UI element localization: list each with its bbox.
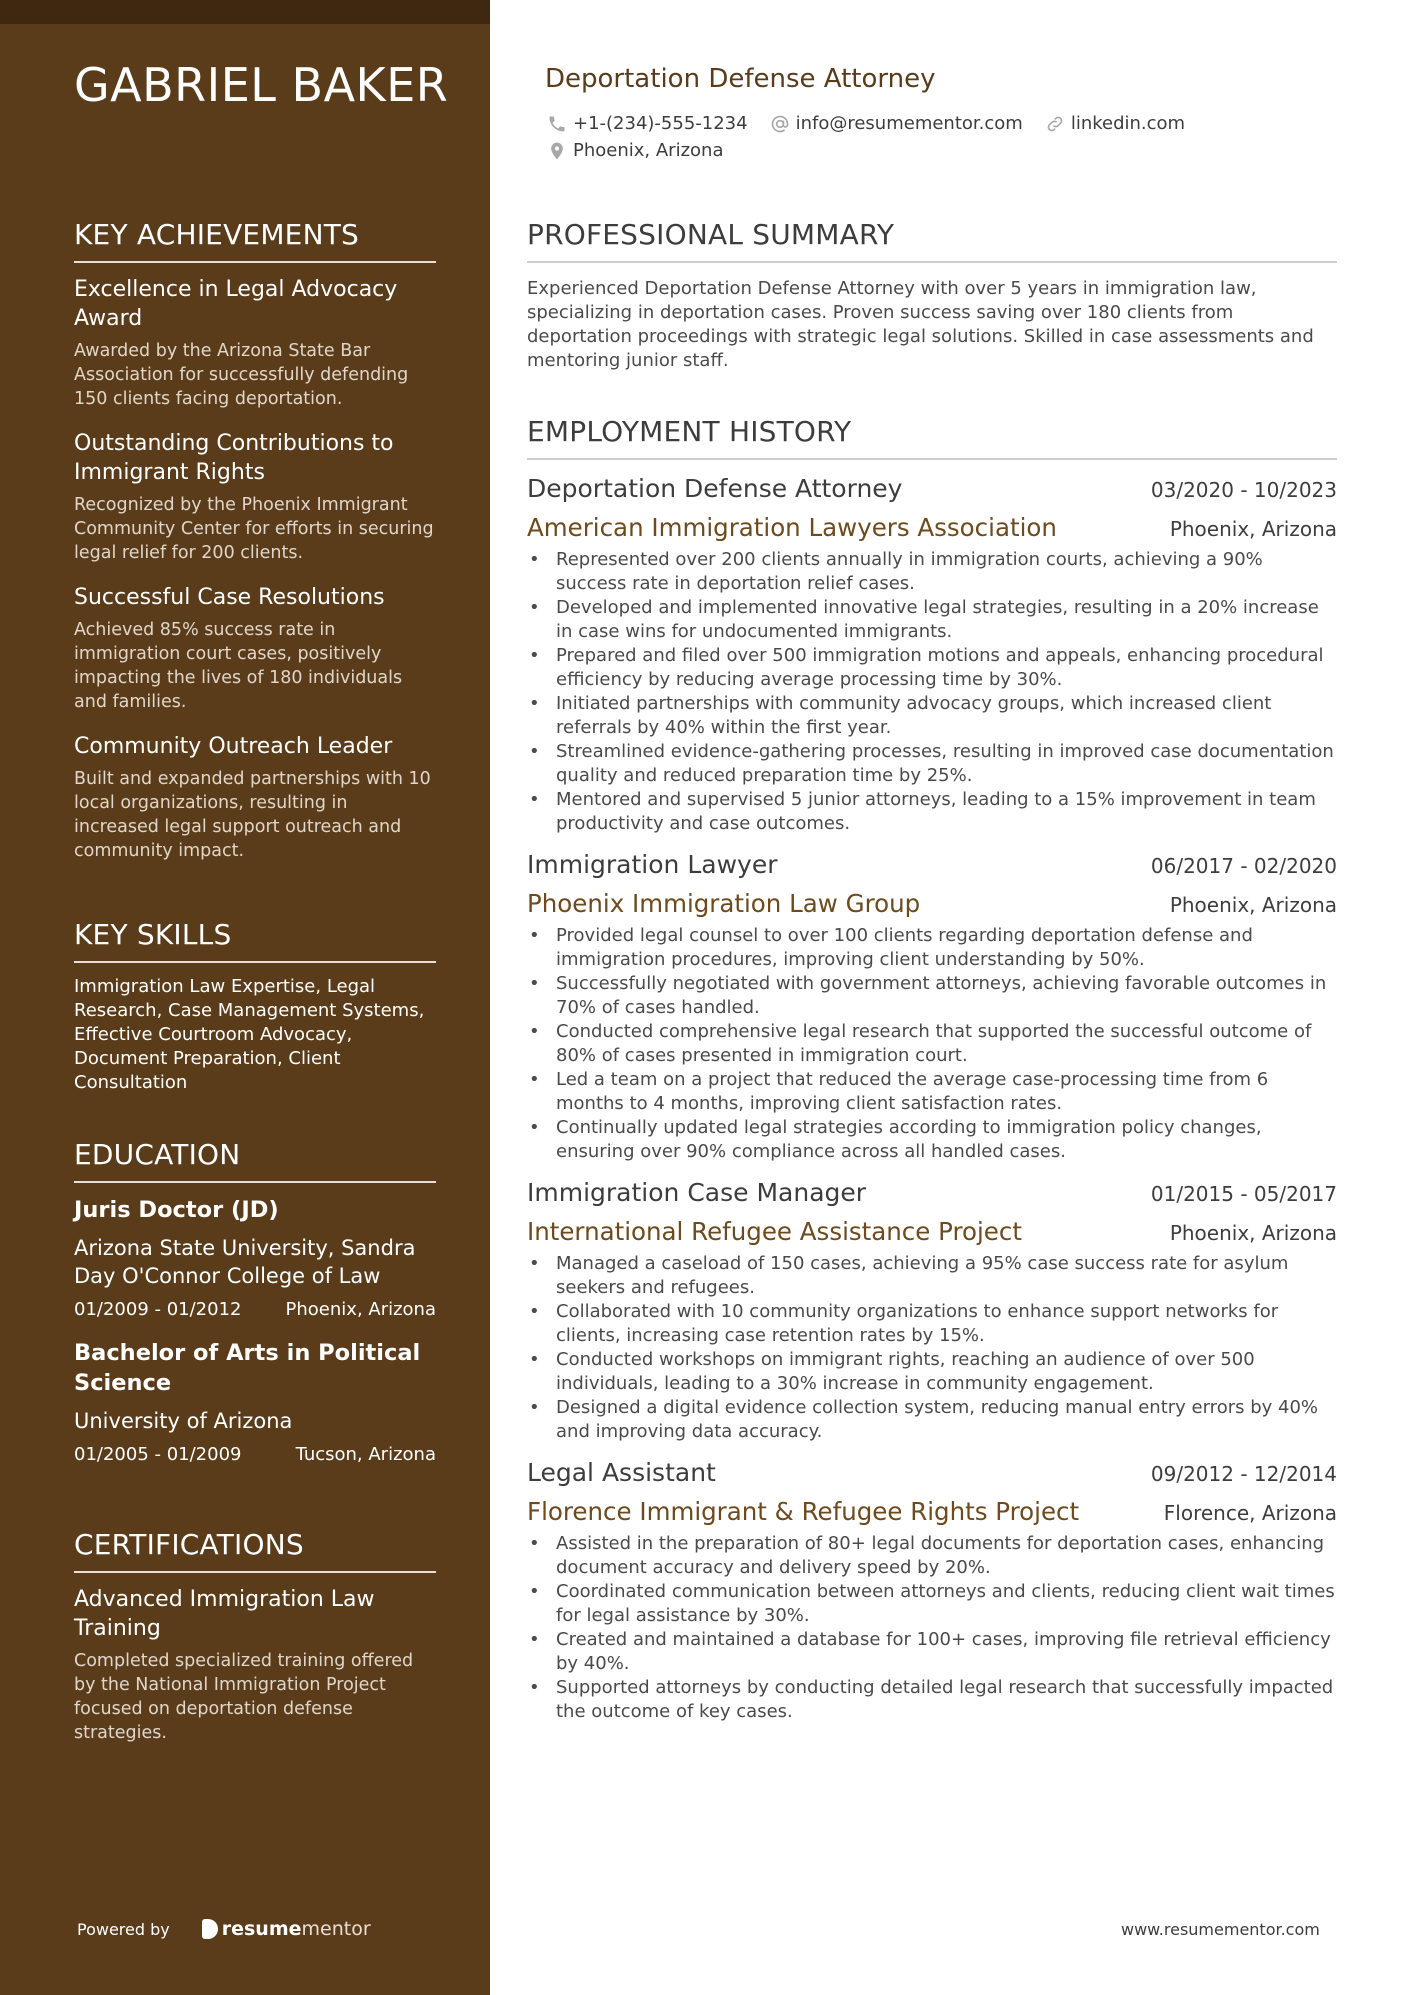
job-bullet: • Coordinated communication between attorneys and clients, reducing client wait times for legal assistance by 30%. [527, 1580, 1337, 1628]
certification-title: Advanced Immigration Law Training [74, 1587, 375, 1641]
contact-row-2 [547, 140, 745, 161]
employment-heading: EMPLOYMENT HISTORY [527, 415, 1337, 460]
achievement-title: Outstanding Contributions to Immigrant Rights [74, 431, 394, 485]
achievement-item [74, 429, 436, 565]
achievement-title: Community Outreach Leader [74, 734, 393, 759]
job-location: Phoenix, Arizona [1169, 1221, 1337, 1245]
education-meta [74, 1299, 436, 1320]
education-school: Arizona State University, Sandra Day O'Connor College of Law [74, 1236, 416, 1288]
achievement-item [74, 275, 436, 411]
job-header-row [527, 850, 1337, 879]
job-company: American Immigration Lawyers Association [527, 513, 1057, 542]
resumementor-logo-icon [202, 1919, 218, 1939]
linkedin-text: linkedin.com [1070, 113, 1186, 134]
job-title: Immigration Case Manager [527, 1178, 867, 1207]
job-bullets [527, 548, 1337, 836]
job-title: Deportation Defense Attorney [527, 474, 903, 503]
job-bullet: • Continually updated legal strategies according to immigration policy changes, ensuring over 90% compliance across all handled cases. [527, 1116, 1337, 1164]
education-school: University of Arizona [74, 1409, 293, 1433]
certifications-section [74, 1528, 436, 1763]
phone-text: +1-(234)-555-1234 [573, 113, 748, 134]
job-title: Legal Assistant [527, 1458, 716, 1487]
job-bullet: • Designed a digital evidence collection system, reducing manual entry errors by 40% and improving data accuracy. [527, 1396, 1337, 1444]
job-entry [527, 1458, 1337, 1724]
achievement-item [74, 583, 436, 714]
job-bullets [527, 924, 1337, 1164]
candidate-name: GABRIEL BAKER [74, 58, 449, 112]
at-icon [770, 114, 790, 134]
summary-heading: PROFESSIONAL SUMMARY [527, 218, 1337, 263]
email-text: info@resumementor.com [795, 113, 1023, 134]
contact-phone[interactable] [547, 113, 748, 134]
achievement-desc: Achieved 85% success rate in immigration court cases, positively impacting the lives of 180 individuals and families. [74, 620, 403, 712]
resumementor-logo[interactable] [202, 1918, 371, 1940]
education-item [74, 1195, 436, 1320]
job-header-row [527, 474, 1337, 503]
job-header-row [527, 1458, 1337, 1487]
achievements-heading: KEY ACHIEVEMENTS [74, 218, 436, 263]
job-bullet: • Successfully negotiated with government attorneys, achieving favorable outcomes in 70% of cases handled. [527, 972, 1337, 1020]
job-entry [527, 474, 1337, 836]
job-bullet: • Initiated partnerships with community advocacy groups, which increased client referrals by 40% within the first year. [527, 692, 1337, 740]
education-location: Tucson, Arizona [295, 1444, 436, 1465]
job-location: Phoenix, Arizona [1169, 893, 1337, 917]
website-link[interactable]: www.resumementor.com [1121, 1920, 1320, 1939]
employment-section [527, 415, 1337, 1738]
job-dates: 01/2015 - 05/2017 [1150, 1182, 1337, 1206]
job-bullet: • Created and maintained a database for 100+ cases, improving file retrieval efficiency by 40%. [527, 1628, 1337, 1676]
job-company: Phoenix Immigration Law Group [527, 889, 921, 918]
job-bullets [527, 1252, 1337, 1444]
job-bullet: • Streamlined evidence-gathering processes, resulting in improved case documentation quality and reduced preparation time by 25%. [527, 740, 1337, 788]
job-company-row [527, 1207, 1337, 1246]
job-bullet: • Supported attorneys by conducting detailed legal research that successfully impacted the outcome of key cases. [527, 1676, 1337, 1724]
phone-icon [547, 114, 567, 134]
job-title: Immigration Lawyer [527, 850, 778, 879]
job-header-row [527, 1178, 1337, 1207]
achievement-desc: Built and expanded partnerships with 10 local organizations, resulting in increased legal support outreach and community impact. [74, 769, 431, 861]
powered-by-label: Powered by [77, 1919, 170, 1939]
location-text: Phoenix, Arizona [573, 140, 724, 161]
education-degree: Bachelor of Arts in Political Science [74, 1340, 421, 1396]
job-bullet: • Prepared and filed over 500 immigration motions and appeals, enhancing procedural efficiency by reducing average processing time by 30%. [527, 644, 1337, 692]
sidebar-top-bar [0, 0, 490, 24]
job-bullet: • Represented over 200 clients annually in immigration courts, achieving a 90% success rate in deportation relief cases. [527, 548, 1337, 596]
education-item [74, 1338, 436, 1465]
contact-row-1 [547, 113, 1207, 134]
certification-item [74, 1585, 436, 1745]
job-location: Phoenix, Arizona [1169, 517, 1337, 541]
job-entry [527, 1178, 1337, 1444]
education-dates: 01/2009 - 01/2012 [74, 1299, 242, 1320]
achievement-desc: Awarded by the Arizona State Bar Association for successfully defending 150 clients facing deportation. [74, 341, 409, 409]
certifications-heading: CERTIFICATIONS [74, 1528, 436, 1573]
skills-list: Immigration Law Expertise, Legal Research, Case Management Systems, Effective Courtroom Advocacy, Document Preparation, Client Consultation [74, 976, 425, 1093]
achievement-item [74, 732, 436, 863]
job-dates: 09/2012 - 12/2014 [1150, 1462, 1337, 1486]
achievements-section [74, 218, 436, 881]
achievement-desc: Recognized by the Phoenix Immigrant Community Center for efforts in securing legal relief for 200 clients. [74, 495, 434, 563]
job-bullet: • Provided legal counsel to over 100 clients regarding deportation defense and immigration procedures, improving client understanding by 50%. [527, 924, 1337, 972]
job-bullet: • Assisted in the preparation of 80+ legal documents for deportation cases, enhancing document accuracy and delivery speed by 20%. [527, 1532, 1337, 1580]
achievement-title: Successful Case Resolutions [74, 585, 385, 610]
summary-section [527, 218, 1337, 373]
job-bullets [527, 1532, 1337, 1724]
powered-by [77, 1918, 371, 1940]
job-bullet: • Conducted comprehensive legal research that supported the successful outcome of 80% of cases presented in immigration court. [527, 1020, 1337, 1068]
contact-linkedin[interactable] [1045, 113, 1185, 134]
location-pin-icon [547, 141, 567, 161]
job-dates: 06/2017 - 02/2020 [1150, 854, 1337, 878]
logo-text-bold: resume [221, 1918, 302, 1940]
achievement-title: Excellence in Legal Advocacy Award [74, 277, 398, 331]
skills-heading: KEY SKILLS [74, 918, 436, 963]
link-icon [1045, 114, 1065, 134]
job-location: Florence, Arizona [1163, 1501, 1337, 1525]
job-company: International Refugee Assistance Project [527, 1217, 1022, 1246]
job-bullet: • Developed and implemented innovative legal strategies, resulting in a 20% increase in case wins for undocumented immigrants. [527, 596, 1337, 644]
contact-location [547, 140, 723, 161]
job-bullet: • Conducted workshops on immigrant rights, reaching an audience of over 500 individuals, leading to a 30% increase in community engagement. [527, 1348, 1337, 1396]
job-bullet: • Mentored and supervised 5 junior attorneys, leading to a 15% improvement in team productivity and case outcomes. [527, 788, 1337, 836]
job-company-row [527, 503, 1337, 542]
job-dates: 03/2020 - 10/2023 [1150, 478, 1337, 502]
education-meta [74, 1444, 436, 1465]
job-company-row [527, 1487, 1337, 1526]
certification-desc: Completed specialized training offered by the National Immigration Project focused on deportation defense strategies. [74, 1651, 414, 1743]
education-location: Phoenix, Arizona [285, 1299, 436, 1320]
education-dates: 01/2005 - 01/2009 [74, 1444, 242, 1465]
education-section [74, 1138, 436, 1483]
job-company-row [527, 879, 1337, 918]
logo-text-light: mentor [301, 1918, 371, 1940]
education-degree: Juris Doctor (JD) [74, 1197, 279, 1223]
job-bullet: • Managed a caseload of 150 cases, achieving a 95% case success rate for asylum seekers and refugees. [527, 1252, 1337, 1300]
job-company: Florence Immigrant & Refugee Rights Project [527, 1497, 1080, 1526]
education-heading: EDUCATION [74, 1138, 436, 1183]
job-bullet: • Led a team on a project that reduced the average case-processing time from 6 months to 4 months, improving client satisfaction rates. [527, 1068, 1337, 1116]
sidebar [0, 0, 490, 1995]
skills-section [74, 918, 436, 1095]
summary-text: Experienced Deportation Defense Attorney with over 5 years in immigration law, specializing in deportation cases. Proven success saving over 180 clients from deportation proceedings with strategic legal solutions. Skilled in case assessments and mentoring junior staff. [527, 278, 1314, 371]
contact-email[interactable] [770, 113, 1023, 134]
job-title-header: Deportation Defense Attorney [545, 64, 936, 94]
job-entry [527, 850, 1337, 1164]
job-bullet: • Collaborated with 10 community organizations to enhance support networks for clients, increasing case retention rates by 15%. [527, 1300, 1337, 1348]
